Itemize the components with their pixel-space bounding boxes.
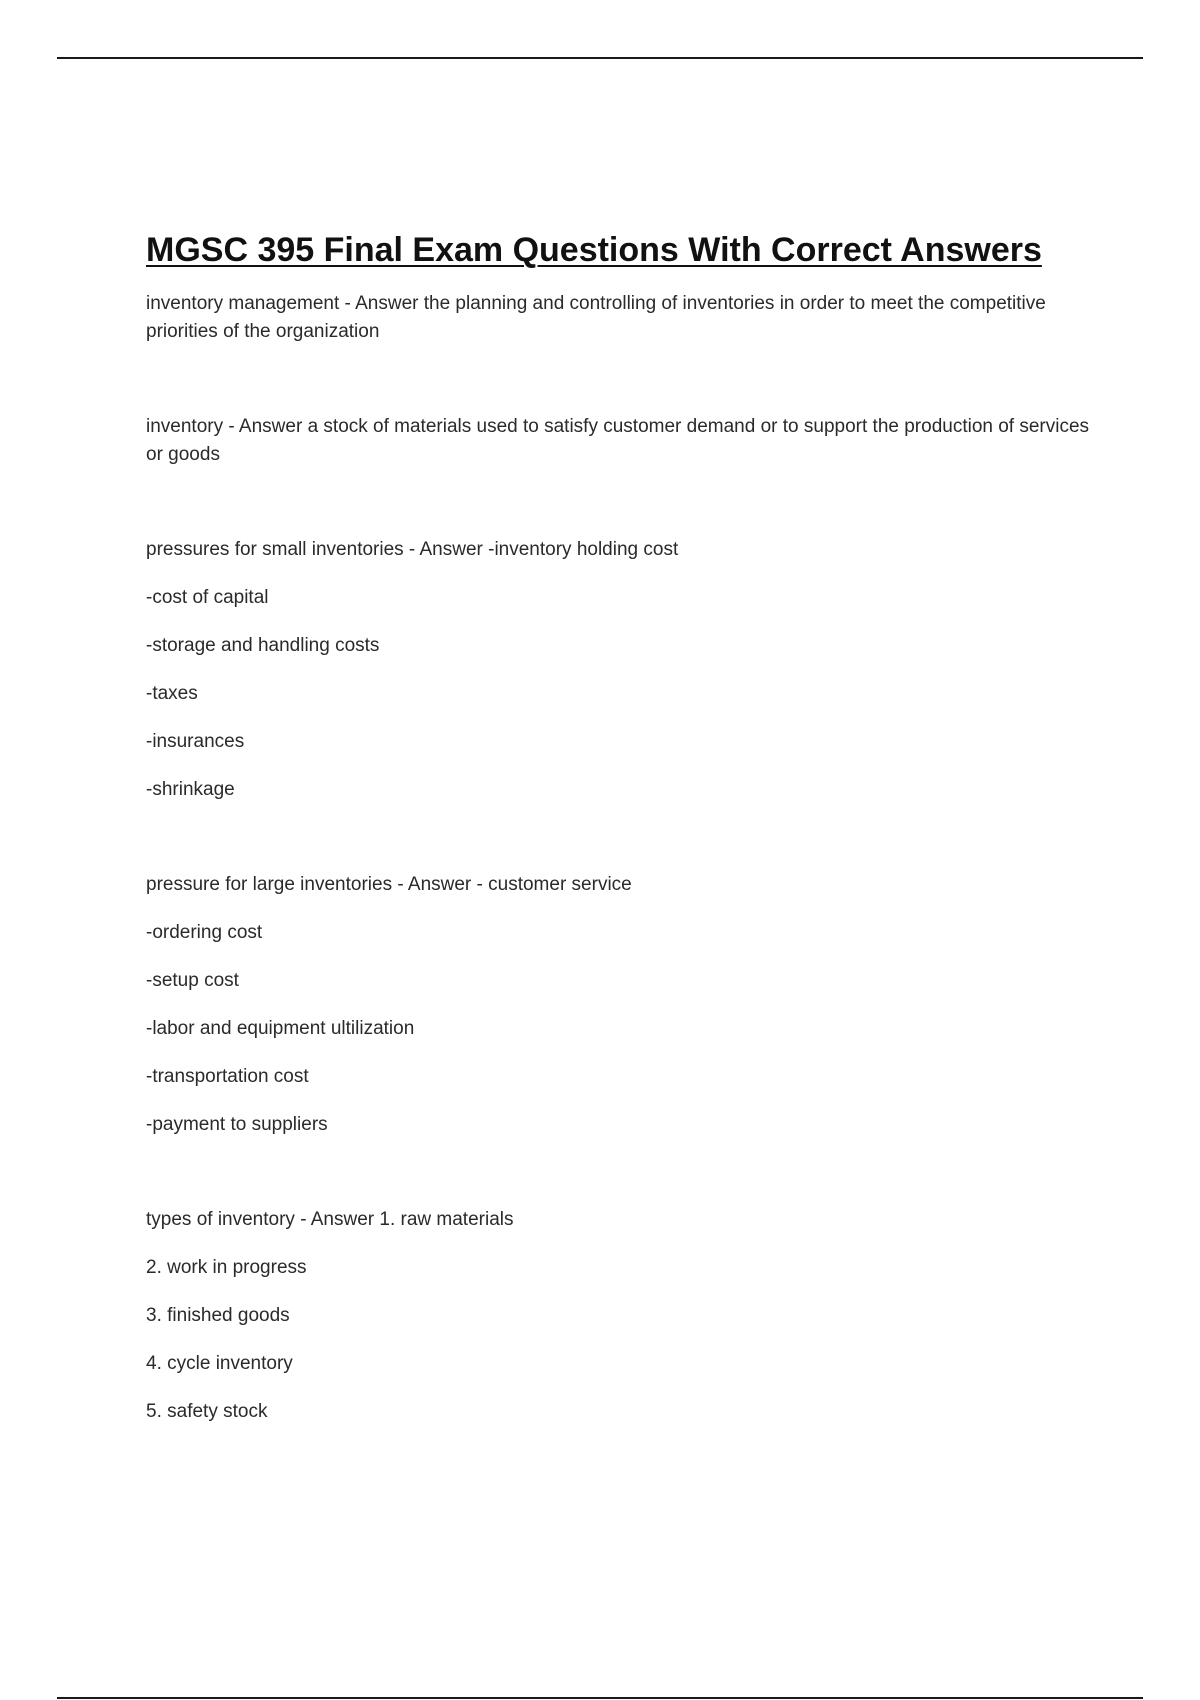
entry-types-of-inventory [146, 1206, 1096, 1426]
entry-text: pressure for large inventories - Answer - customer service [146, 874, 632, 895]
entry-inventory-management [146, 290, 1096, 346]
entry-inventory [146, 413, 1096, 469]
list-item: -insurances [146, 731, 245, 752]
entry-pressures-small-inventories [146, 536, 1096, 804]
list-item: 3. finished goods [146, 1305, 290, 1326]
list-item: -storage and handling costs [146, 635, 380, 656]
list-item: -payment to suppliers [146, 1114, 328, 1135]
list-item: -cost of capital [146, 587, 269, 608]
list-item: -shrinkage [146, 779, 235, 800]
entry-text: types of inventory - Answer 1. raw materials [146, 1209, 514, 1230]
top-rule [57, 57, 1143, 59]
list-item: 4. cycle inventory [146, 1353, 293, 1374]
entry-pressure-large-inventories [146, 871, 1096, 1139]
entry-text: pressures for small inventories - Answer -inventory holding cost [146, 539, 679, 560]
list-item: 5. safety stock [146, 1401, 268, 1422]
list-item: -labor and equipment ultilization [146, 1018, 415, 1039]
document-title: MGSC 395 Final Exam Questions With Correct Answers [146, 231, 1042, 269]
entry-text: inventory management - Answer the planning and controlling of inventories in order to meet the competitive priorities of the organization [146, 293, 1046, 342]
list-item: 2. work in progress [146, 1257, 307, 1278]
entry-text: inventory - Answer a stock of materials used to satisfy customer demand or to support the production of services or goods [146, 416, 1090, 465]
list-item: -taxes [146, 683, 198, 704]
list-item: -transportation cost [146, 1066, 309, 1087]
document-body [146, 226, 1096, 1426]
list-item: -ordering cost [146, 922, 263, 943]
bottom-rule [57, 1697, 1143, 1699]
list-item: -setup cost [146, 970, 239, 991]
